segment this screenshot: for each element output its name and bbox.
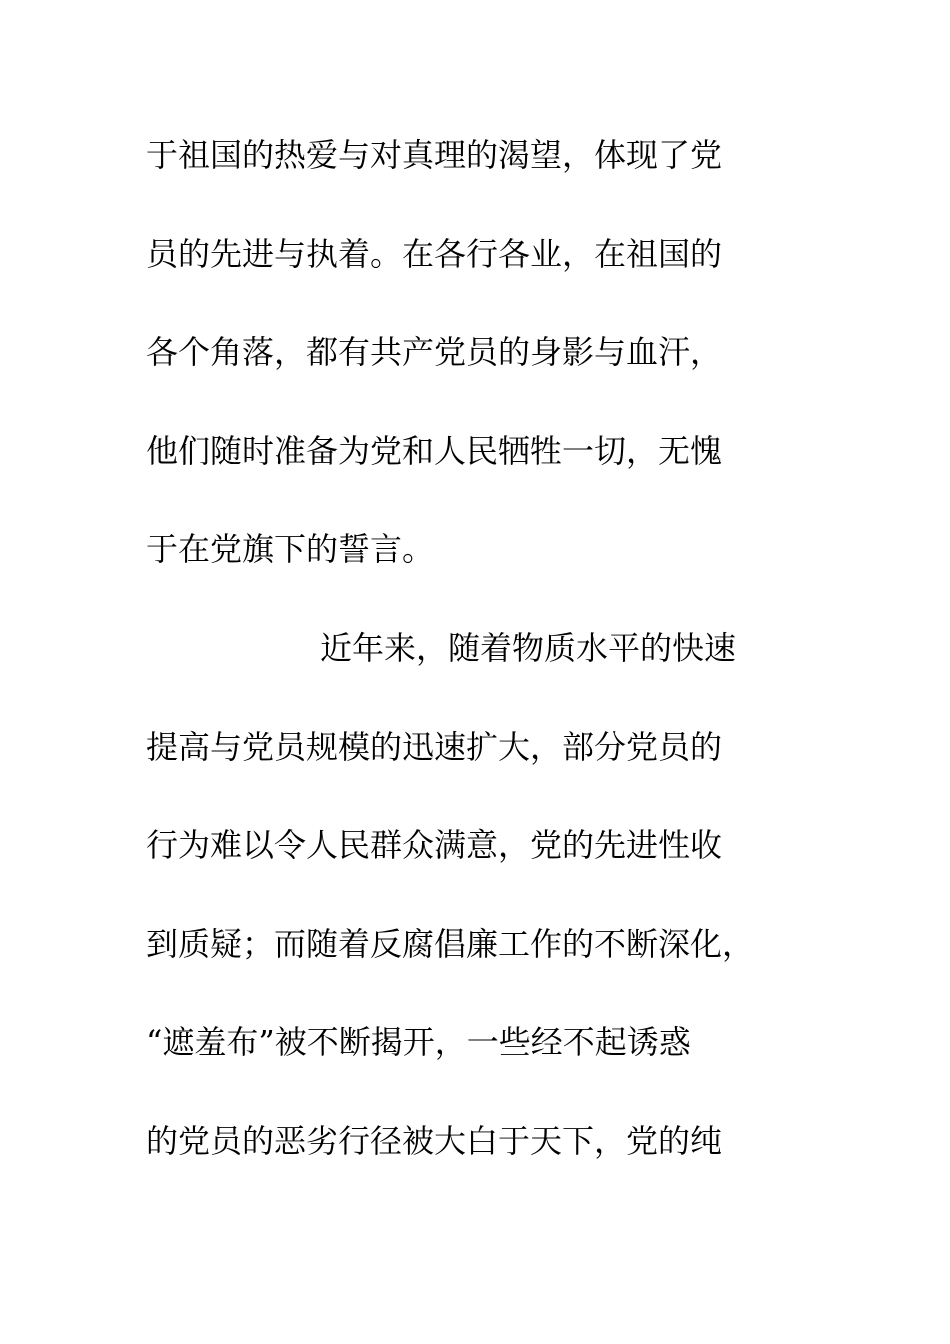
text-line: 员的先进与执着。在各行各业，在祖国的 xyxy=(146,234,723,273)
text-line: 于祖国的热爱与对真理的渴望，体现了党 xyxy=(146,136,723,174)
text-line: 各个角落，都有共产党员的身影与血汗， xyxy=(146,333,723,372)
text-line: “遮羞布”被不断揭开，一些经不起诱惑 xyxy=(146,1023,691,1062)
text-line: 于在党旗下的誓言。 xyxy=(146,530,435,569)
text-line: 的党员的恶劣行径被大白于天下，党的纯 xyxy=(146,1121,723,1160)
body-text xyxy=(146,123,806,1208)
text-line: 他们随时准备为党和人民牺牲一切，无愧 xyxy=(146,431,723,470)
text-line: 到质疑；而随着反腐倡廉工作的不断深化， xyxy=(146,924,755,963)
paragraph-start-line: 近年来，随着物质水平的快速 xyxy=(320,628,737,667)
text-line: 提高与党员规模的迅速扩大，部分党员的 xyxy=(146,727,723,766)
text-line: 行为难以令人民群众满意，党的先进性收 xyxy=(146,826,723,865)
